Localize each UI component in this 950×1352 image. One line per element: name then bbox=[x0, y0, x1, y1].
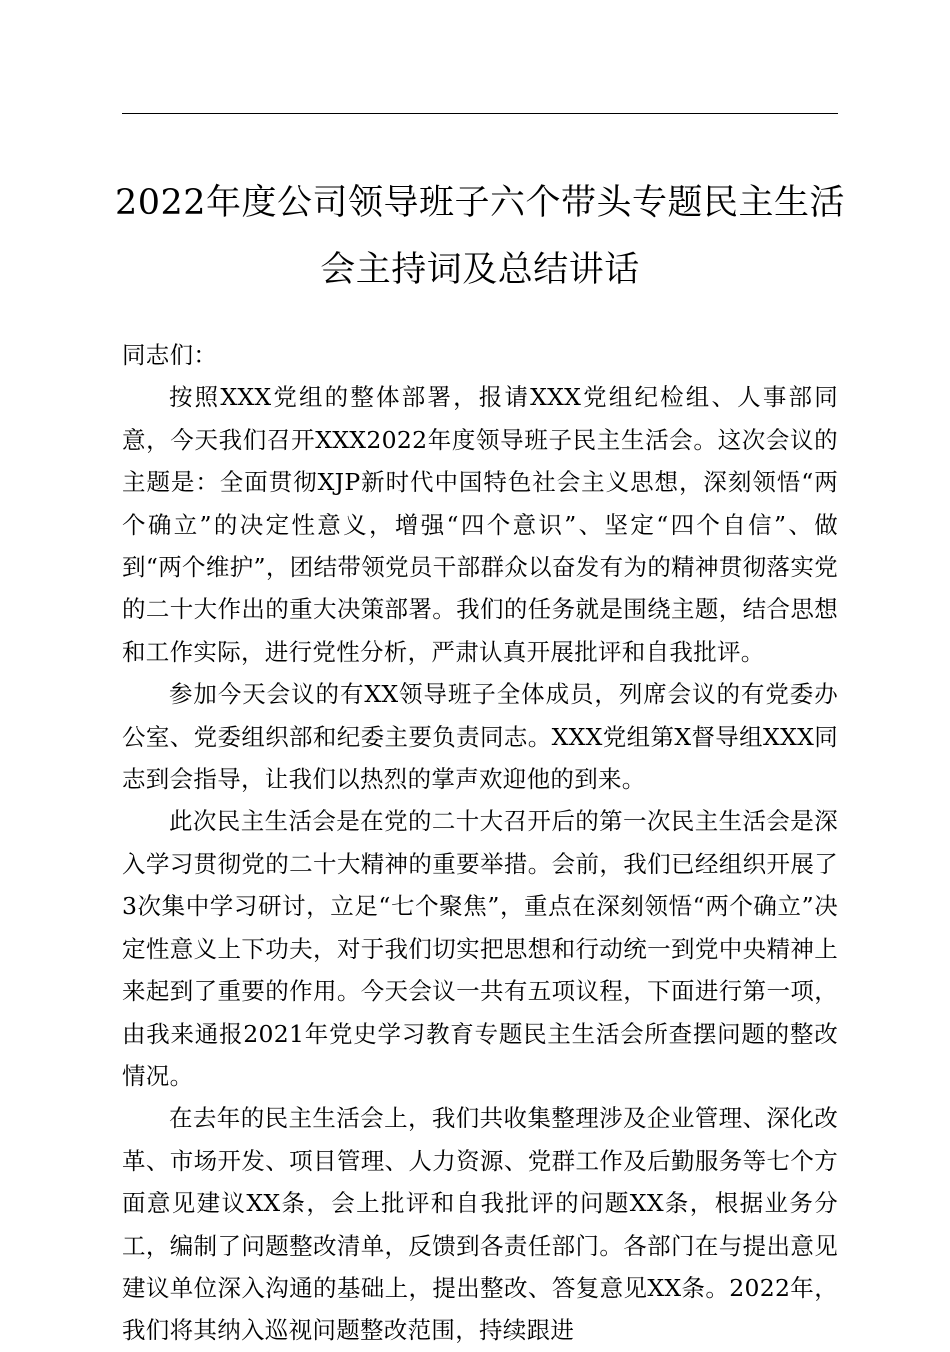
document-body bbox=[122, 334, 838, 1352]
title-line-2: 会主持词及总结讲话 bbox=[320, 250, 640, 290]
header-rule bbox=[122, 113, 838, 114]
salutation: 同志们： bbox=[122, 341, 218, 369]
paragraph-1: 按照XXX党组的整体部署，报请XXX党组纪检组、人事部同意，今天我们召开XXX2022年度领导班子民主生活会。这次会议的主题是：全面贯彻XJP新时代中国特色社会主义思想，深刻领悟“两个确立”的决定性意义，增强“四个意识”、坚定“四个自信”、做到“两个维护”，团结带领党员干部群众以奋发有为的精神贯彻落实党的二十大作出的重大决策部署。我们的任务就是围绕主题，结合思想和工作实际，进行党性分析，严肃认真开展批评和自我批评。 bbox=[122, 383, 838, 666]
paragraph-3: 此次民主生活会是在党的二十大召开后的第一次民主生活会是深入学习贯彻党的二十大精神的重要举措。会前，我们已经组织开展了3次集中学习研讨，立足“七个聚焦”，重点在深刻领悟“两个确立”决定性意义上下功夫，对于我们切实把思想和行动统一到党中央精神上来起到了重要的作用。今天会议一共有五项议程，下面进行第一项，由我来通报2021年党史学习教育专题民主生活会所查摆问题的整改情况。 bbox=[122, 807, 838, 1090]
title-line-1: 2022年度公司领导班子六个带头专题民主生活 bbox=[114, 183, 846, 223]
paragraph-4: 在去年的民主生活会上，我们共收集整理涉及企业管理、深化改革、市场开发、项目管理、人力资源、党群工作及后勤服务等七个方面意见建议XX条，会上批评和自我批评的问题XX条，根据业务分工，编制了问题整改清单，反馈到各责任部门。各部门在与提出意见建议单位深入沟通的基础上，提出整改、答复意见XX条。2022年，我们将其纳入巡视问题整改范围，持续跟进 bbox=[122, 1104, 838, 1345]
paragraph-2: 参加今天会议的有XX领导班子全体成员，列席会议的有党委办公室、党委组织部和纪委主要负责同志。XXX党组第X督导组XXX同志到会指导，让我们以热烈的掌声欢迎他的到来。 bbox=[122, 680, 838, 794]
document-title bbox=[110, 170, 850, 304]
